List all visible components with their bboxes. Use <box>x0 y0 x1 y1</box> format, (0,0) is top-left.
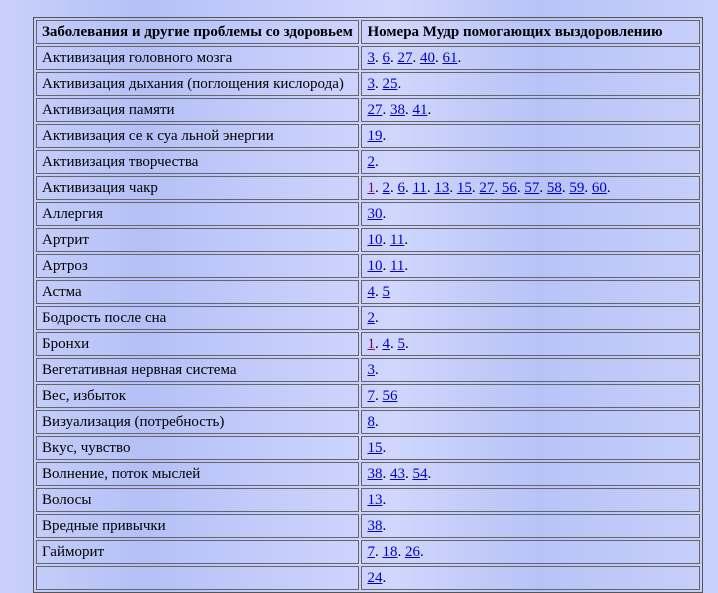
mudra-link[interactable]: 61 <box>442 50 458 66</box>
mudra-link[interactable]: 1 <box>367 336 375 352</box>
table-row <box>36 436 700 460</box>
mudra-link[interactable]: 43 <box>389 466 405 482</box>
mudra-link[interactable]: 56 <box>501 180 517 196</box>
condition-name: Активизация чакр <box>36 176 359 200</box>
mudra-link[interactable]: 41 <box>412 102 428 118</box>
mudra-link[interactable]: 60 <box>591 180 607 196</box>
mudra-link[interactable]: 2 <box>382 180 390 196</box>
mudra-link[interactable]: 26 <box>404 544 420 560</box>
table-row <box>36 228 700 252</box>
condition-name: Вредные привычки <box>36 514 359 538</box>
table-row <box>36 384 700 408</box>
mudra-links-cell: 3. <box>361 358 700 382</box>
condition-name: Гайморит <box>36 540 359 564</box>
mudra-link[interactable]: 30 <box>367 206 383 222</box>
mudra-link[interactable]: 38 <box>367 466 383 482</box>
mudra-link[interactable]: 38 <box>367 518 383 534</box>
mudra-link[interactable]: 38 <box>389 102 405 118</box>
mudra-links-cell: 27. 38. 41. <box>361 98 700 122</box>
mudra-links-cell: 10. 11. <box>361 228 700 252</box>
mudra-link[interactable]: 4 <box>382 336 390 352</box>
mudra-links-cell: 13. <box>361 488 700 512</box>
table-row <box>36 462 700 486</box>
mudra-link[interactable]: 7 <box>367 544 375 560</box>
condition-name: Активизация головного мозга <box>36 46 359 70</box>
table-row <box>36 540 700 564</box>
mudra-link[interactable]: 11 <box>389 258 405 274</box>
mudra-links-cell: 15. <box>361 436 700 460</box>
table-row <box>36 514 700 538</box>
condition-name: Активизация се к суа льной энергии <box>36 124 359 148</box>
header-diseases: Заболевания и другие проблемы со здоровьем <box>36 20 359 44</box>
table-row <box>36 358 700 382</box>
mudra-link[interactable]: 58 <box>546 180 562 196</box>
condition-name: Вкус, чувство <box>36 436 359 460</box>
mudra-link[interactable]: 3 <box>367 76 375 92</box>
mudra-link[interactable]: 59 <box>569 180 585 196</box>
condition-name: Вегетативная нервная система <box>36 358 359 382</box>
condition-name: Визуализация (потребность) <box>36 410 359 434</box>
mudra-link[interactable]: 27 <box>397 50 413 66</box>
condition-name: Аллергия <box>36 202 359 226</box>
table-row <box>36 176 700 200</box>
mudra-link[interactable]: 6 <box>382 50 390 66</box>
mudra-links-cell: 2. <box>361 150 700 174</box>
mudra-link[interactable]: 19 <box>367 128 383 144</box>
condition-name: Артроз <box>36 254 359 278</box>
mudra-link[interactable]: 54 <box>412 466 428 482</box>
mudra-links-cell: 24. <box>361 566 700 590</box>
mudra-links-cell: 7. 56 <box>361 384 700 408</box>
condition-name: Активизация творчества <box>36 150 359 174</box>
mudra-link[interactable]: 15 <box>367 440 383 456</box>
header-mudra-numbers: Номера Мудр помогающих выздоровлению <box>361 20 700 44</box>
mudra-link[interactable]: 5 <box>382 284 390 300</box>
mudra-link[interactable]: 6 <box>397 180 405 196</box>
condition-name: Активизация памяти <box>36 98 359 122</box>
mudra-link[interactable]: 4 <box>367 284 375 300</box>
mudra-links-cell: 1. 4. 5. <box>361 332 700 356</box>
mudra-link[interactable]: 24 <box>367 570 383 586</box>
condition-name: Волнение, поток мыслей <box>36 462 359 486</box>
mudra-link[interactable]: 11 <box>412 180 427 196</box>
table-row <box>36 150 700 174</box>
mudra-link[interactable]: 11 <box>389 232 405 248</box>
mudra-links-cell: 10. 11. <box>361 254 700 278</box>
mudra-link[interactable]: 25 <box>382 76 398 92</box>
mudra-table <box>33 17 703 593</box>
condition-name: Астма <box>36 280 359 304</box>
table-row <box>36 280 700 304</box>
table-row <box>36 488 700 512</box>
mudra-link[interactable]: 2 <box>367 310 375 326</box>
mudra-links-cell: 1. 2. 6. 11. 13. 15. 27. 56. 57. 58. 59. 60. <box>361 176 700 200</box>
mudra-link[interactable]: 15 <box>456 180 472 196</box>
mudra-link[interactable]: 7 <box>367 388 375 404</box>
mudra-link[interactable]: 13 <box>434 180 450 196</box>
page-content <box>33 17 703 593</box>
mudra-links-cell: 4. 5 <box>361 280 700 304</box>
condition-name: Активизация дыхания (поглощения кислорода) <box>36 72 359 96</box>
condition-name: Бодрость после сна <box>36 306 359 330</box>
table-row <box>36 566 700 590</box>
mudra-link[interactable]: 27 <box>479 180 495 196</box>
table-row <box>36 410 700 434</box>
mudra-link[interactable]: 1 <box>367 180 375 196</box>
table-row <box>36 72 700 96</box>
table-row <box>36 332 700 356</box>
mudra-links-cell: 8. <box>361 410 700 434</box>
mudra-links-cell: 2. <box>361 306 700 330</box>
mudra-link[interactable]: 27 <box>367 102 383 118</box>
mudra-link[interactable]: 3 <box>367 50 375 66</box>
condition-name: Артрит <box>36 228 359 252</box>
table-row <box>36 124 700 148</box>
condition-name: Волосы <box>36 488 359 512</box>
table-body <box>36 46 700 590</box>
mudra-links-cell: 30. <box>361 202 700 226</box>
condition-name: Бронхи <box>36 332 359 356</box>
mudra-link[interactable]: 18 <box>382 544 398 560</box>
mudra-link[interactable]: 10 <box>367 258 383 274</box>
mudra-links-cell: 3. 6. 27. 40. 61. <box>361 46 700 70</box>
condition-name <box>36 566 359 590</box>
mudra-links-cell: 3. 25. <box>361 72 700 96</box>
mudra-links-cell: 7. 18. 26. <box>361 540 700 564</box>
mudra-link[interactable]: 56 <box>382 388 398 404</box>
condition-name: Вес, избыток <box>36 384 359 408</box>
table-header-row <box>36 20 700 44</box>
table-row <box>36 46 700 70</box>
mudra-link[interactable]: 3 <box>367 362 375 378</box>
mudra-links-cell: 38. 43. 54. <box>361 462 700 486</box>
table-row <box>36 306 700 330</box>
mudra-link[interactable]: 2 <box>367 154 375 170</box>
table-row <box>36 202 700 226</box>
mudra-link[interactable]: 13 <box>367 492 383 508</box>
mudra-link[interactable]: 8 <box>367 414 375 430</box>
mudra-link[interactable]: 57 <box>524 180 540 196</box>
table-row <box>36 98 700 122</box>
table-row <box>36 254 700 278</box>
mudra-link[interactable]: 10 <box>367 232 383 248</box>
mudra-link[interactable]: 5 <box>397 336 405 352</box>
mudra-links-cell: 19. <box>361 124 700 148</box>
mudra-links-cell: 38. <box>361 514 700 538</box>
mudra-link[interactable]: 40 <box>419 50 435 66</box>
